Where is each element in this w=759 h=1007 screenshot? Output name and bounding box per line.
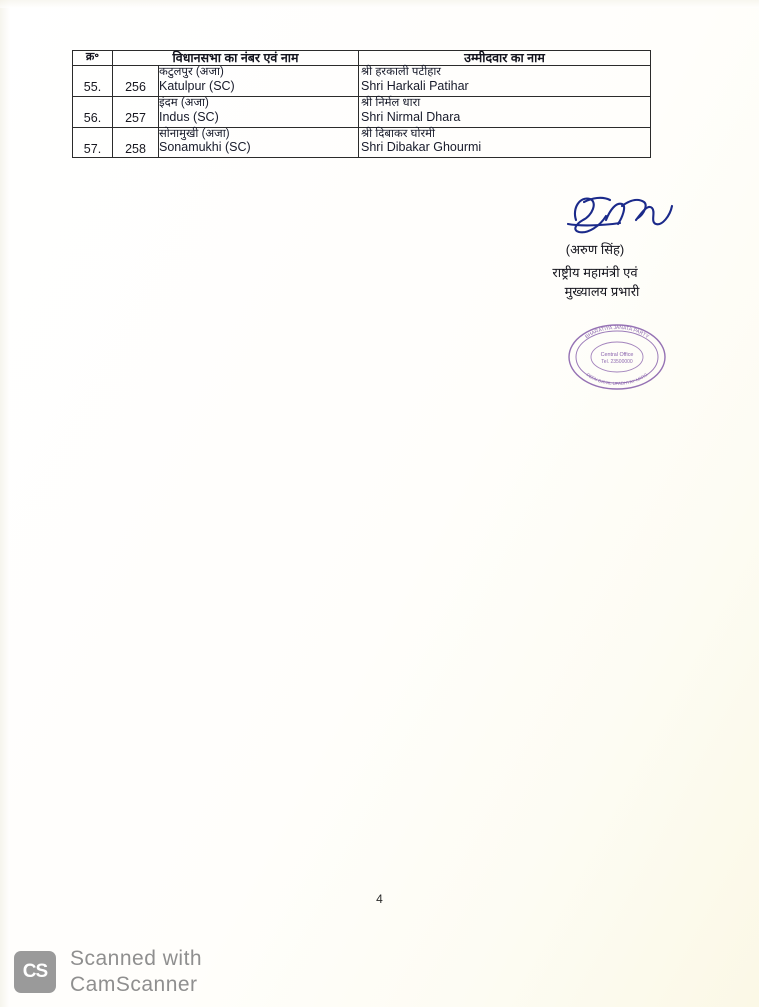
camscanner-watermark — [14, 946, 202, 998]
official-stamp — [562, 322, 672, 392]
page-edge-top — [0, 0, 759, 8]
candidate-english: Shri Dibakar Ghourmi — [361, 140, 482, 155]
table-row — [73, 97, 651, 128]
candidate-hindi: श्री निर्मल धारा — [361, 97, 421, 109]
candidate-english: Shri Harkali Patihar — [361, 79, 469, 94]
svg-text:Central Office: Central Office — [600, 352, 634, 358]
signatory-role — [480, 264, 710, 302]
cell-constituency — [159, 66, 359, 97]
signatory-role-line2: मुख्यालय प्रभारी — [564, 283, 640, 299]
signatory-name: (अरुण सिंह) — [565, 242, 625, 257]
svg-text:BHARATIYA JANATA PARTY: BHARATIYA JANATA PARTY — [584, 324, 650, 341]
constituency-english: Sonamukhi (SC) — [159, 140, 251, 155]
cell-constituency — [159, 127, 359, 158]
candidate-english: Shri Nirmal Dhara — [361, 109, 461, 124]
table-row — [73, 66, 651, 97]
candidate-hindi: श्री हरकाली पटीहार — [361, 66, 442, 79]
camscanner-text — [70, 946, 202, 998]
camscanner-line2: CamScanner — [70, 973, 198, 997]
handwritten-signature — [480, 190, 710, 238]
cell-serial: 56. — [73, 97, 113, 128]
cell-candidate — [359, 66, 651, 97]
cell-serial: 57. — [73, 127, 113, 158]
constituency-english: Katulpur (SC) — [159, 79, 235, 94]
svg-text:Tel. 23500000: Tel. 23500000 — [601, 359, 633, 365]
cell-candidate — [359, 97, 651, 128]
signatory-role-line1: राष्ट्रीय महामंत्री एवं — [552, 265, 638, 280]
cell-number: 258 — [113, 127, 159, 158]
signature-block — [480, 190, 710, 302]
page-number: 4 — [376, 892, 383, 906]
camscanner-logo: CS — [14, 951, 56, 993]
cell-serial: 55. — [73, 66, 113, 97]
header-constituency: विधानसभा का नंबर एवं नाम — [113, 51, 359, 66]
header-serial: क्र॰ — [73, 51, 113, 66]
candidate-hindi: श्री दिबाकर घोरमी — [361, 127, 436, 140]
page-edge-left — [0, 0, 10, 1007]
camscanner-line1: Scanned with — [70, 947, 203, 970]
constituency-hindi: इंदम (अजा) — [159, 97, 209, 109]
table-header-row — [73, 51, 651, 66]
table-row — [73, 127, 651, 158]
svg-text:DEEN DAYAL UPADHYAY MARG: DEEN DAYAL UPADHYAY MARG — [585, 371, 649, 387]
candidate-table-container — [72, 50, 650, 158]
cell-candidate — [359, 127, 651, 158]
header-candidate: उम्मीदवार का नाम — [359, 51, 651, 66]
cell-number: 257 — [113, 97, 159, 128]
constituency-english: Indus (SC) — [159, 109, 219, 124]
candidate-table — [72, 50, 651, 158]
cell-constituency — [159, 97, 359, 128]
constituency-hindi: सोनामुखी (अजा) — [159, 127, 230, 140]
constituency-hindi: कटुलपुर (अजा) — [159, 66, 224, 79]
cell-number: 256 — [113, 66, 159, 97]
